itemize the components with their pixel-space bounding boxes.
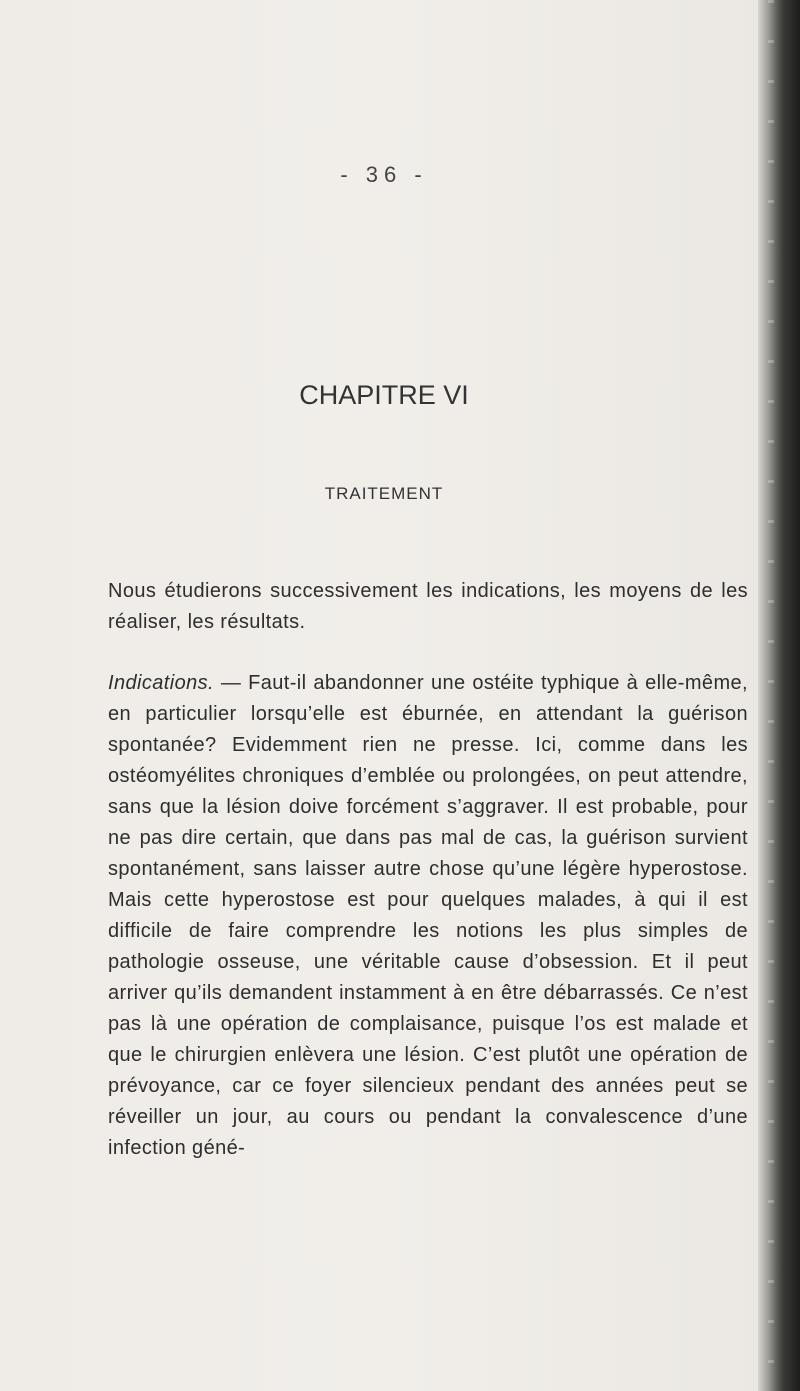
paragraph-intro xyxy=(108,576,748,638)
paragraph-intro-text: Nous étudierons successivement les indications, les moyens de les réaliser, les résultats. xyxy=(108,580,748,633)
paragraph-indications-label: Indications. xyxy=(108,672,214,694)
paragraph-indications xyxy=(108,668,748,1164)
chapter-title: CHAPITRE VI xyxy=(299,380,469,410)
book-binding-edge xyxy=(758,0,800,1391)
paragraph-indications-text: — Faut-il abandonner une ostéite typhique à elle-même, en particulier lorsqu’elle est éburnée, en attendant la guérison spontanée? Evidemment rien ne presse. Ici, comme dans les ostéomyélites chroniques d’emblée ou prolongées, on peut attendre, sans que la lésion doive forcément s’aggraver. Il est probable, pour ne pas dire certain, que dans pas mal de cas, la guérison survient spontanément, sans laisser autre chose qu’une légère hyperostose. Mais cette hyperostose est pour quelques malades, à qui il est difficile de faire comprendre les notions les plus simples de pathologie osseuse, une véritable cause d’obsession. Et il peut arriver qu’ils demandent instamment à en être débarrassés. Ce n’est pas là une opération de complaisance, puisque l’os est malade et que le chirurgien enlèvera une lésion. C’est plutôt une opération de prévoyance, car ce foyer silencieux pendant des années peut se réveiller un jour, au cours ou pendant la convalescence d’une infection géné- xyxy=(108,672,748,1159)
section-title: TRAITEMENT xyxy=(324,484,444,503)
page-number: - 36 - xyxy=(340,162,428,187)
